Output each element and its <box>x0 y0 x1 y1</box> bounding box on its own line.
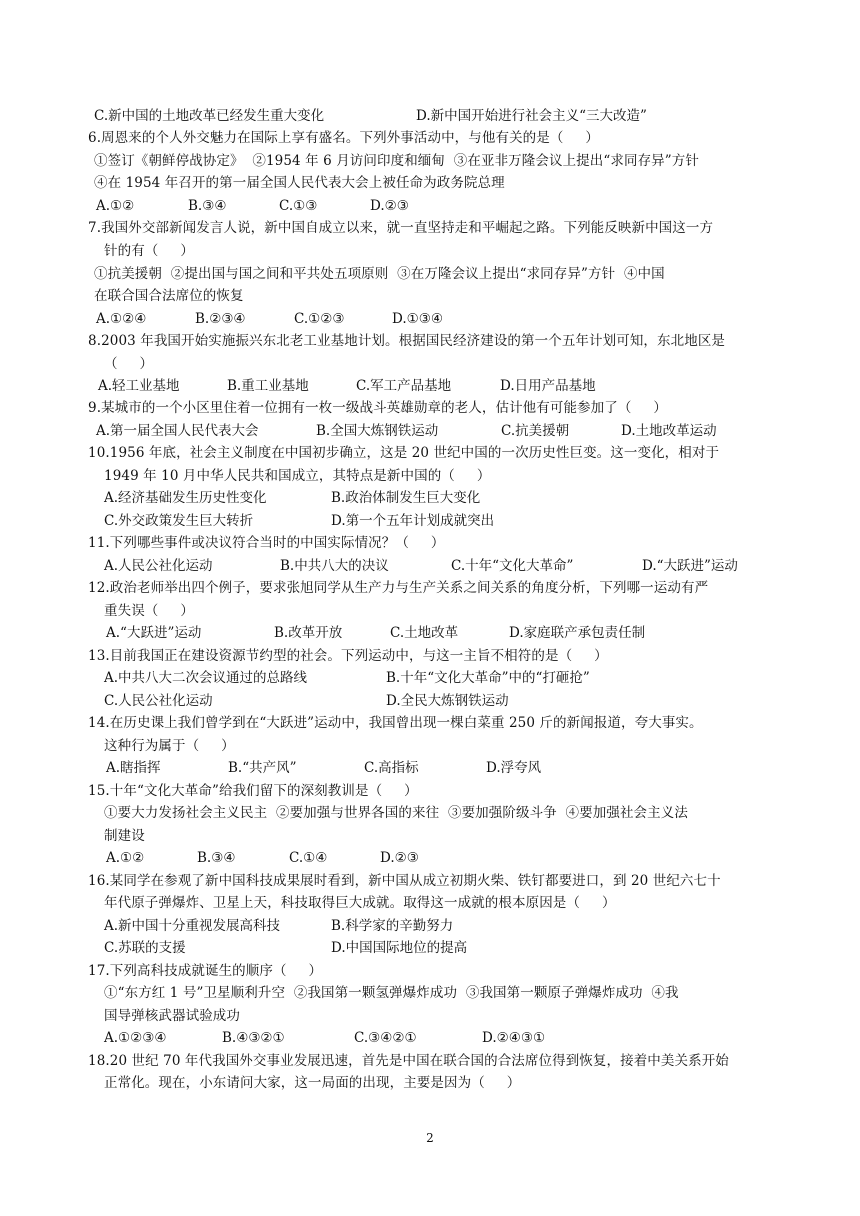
question-17-options <box>104 1028 704 1048</box>
option-b: B.重工业基地 <box>227 378 309 394</box>
option-d: D.中国国际地位的提高 <box>331 940 468 956</box>
option-c: C.①④ <box>289 850 328 866</box>
option-d: D.“大跃进”运动 <box>642 558 738 574</box>
question-7-items-cont: 在联合国合法席位的恢复 <box>94 288 244 304</box>
question-6: 6.周恩来的个人外交魅力在国际上享有盛名。下列外事活动中，与他有关的是（ ） <box>88 130 600 146</box>
question-11: 11.下列哪些事件或决议符合当时的中国实际情况？（ ） <box>88 535 445 551</box>
option-c: C.军工产品基地 <box>356 378 452 394</box>
question-17-items: ①“东方红 1 号”卫星顺利升空 ②我国第一颗氢弹爆炸成功 ③我国第一颗原子弹爆炸成功 ④我 <box>104 985 679 1001</box>
option-c: C.③④②① <box>354 1030 417 1046</box>
option-a: A.①②③④ <box>104 1030 167 1046</box>
question-17-items-cont: 国导弹核武器试验成功 <box>104 1008 240 1024</box>
option-d: D.全民大炼钢铁运动 <box>386 693 509 709</box>
option-row <box>94 106 794 126</box>
question-18: 18.20 世纪 70 年代我国外交事业发展迅速，首先是中国在联合国的合法席位得到恢复，接着中美关系开始 <box>88 1053 729 1069</box>
option-d: D.①③④ <box>392 311 443 327</box>
option-d: D.②③ <box>380 850 419 866</box>
question-16-cont: 年代原子弹爆炸、卫星上天，科技取得巨大成就。取得这一成就的根本原因是（ ） <box>104 895 616 911</box>
question-9: 9.某城市的一个小区里住着一位拥有一枚一级战斗英雄勋章的老人，估计他有可能参加了（ ） <box>88 400 668 416</box>
question-14-cont: 这种行为属于（ ） <box>104 738 235 754</box>
question-8-options <box>98 376 698 396</box>
option-c: C.①②③ <box>294 311 345 327</box>
option-d: D.浮夸风 <box>486 760 542 776</box>
option-b: B.政治体制发生巨大变化 <box>331 490 481 506</box>
option-a: A.经济基础发生历史性变化 <box>104 490 267 506</box>
option-a: A.①②④ <box>96 311 147 327</box>
question-12-options <box>106 623 806 643</box>
option-b: B.中共八大的决议 <box>280 558 389 574</box>
question-7-cont: 针的有（ ） <box>104 243 194 259</box>
page-number: 2 <box>426 1131 434 1145</box>
option-a: A.①② <box>106 850 145 866</box>
option-b: B.④③②① <box>222 1030 285 1046</box>
question-16-options-row2 <box>104 938 804 958</box>
option-b: B.改革开放 <box>274 625 343 641</box>
question-16: 16.某同学在参观了新中国科技成果展时看到，新中国从成立初期火柴、铁钉都要进口，到 20 世纪六七十 <box>88 873 721 889</box>
question-11-options <box>104 556 804 576</box>
question-17: 17.下列高科技成就诞生的顺序（ ） <box>88 963 323 979</box>
question-6-options <box>96 196 696 216</box>
option-d: D.新中国开始进行社会主义“三大改造” <box>416 108 647 124</box>
question-10-options-row1 <box>104 488 704 508</box>
question-15: 15.十年“文化大革命”给我们留下的深刻教训是（ ） <box>88 783 418 799</box>
question-8: 8.2003 年我国开始实施振兴东北老工业基地计划。根据国民经济建设的第一个五年计划可知，东北地区是 <box>88 333 726 349</box>
option-d: D.②④③① <box>482 1030 546 1046</box>
question-15-items: ①要大力发扬社会主义民主 ②要加强与世界各国的来往 ③要加强阶级斗争 ④要加强社会主义法 <box>104 805 688 821</box>
question-16-options-row1 <box>104 916 804 936</box>
question-15-items-cont: 制建设 <box>104 828 145 844</box>
option-c: C.①③ <box>279 198 318 214</box>
option-d: D.日用产品基地 <box>500 378 596 394</box>
question-10-options-row2 <box>104 511 704 531</box>
question-7-options <box>96 309 696 329</box>
question-12: 12.政治老师举出四个例子，要求张旭同学从生产力与生产关系之间关系的角度分析，下列哪一运动有严 <box>88 580 709 596</box>
question-12-cont: 重失误（ ） <box>104 603 194 619</box>
question-13-options-row2 <box>104 691 804 711</box>
question-10-cont: 1949 年 10 月中华人民共和国成立，其特点是新中国的（ ） <box>104 468 491 484</box>
option-a: A.轻工业基地 <box>98 378 180 394</box>
option-c: C.抗美援朝 <box>501 423 570 439</box>
option-c: C.外交政策发生巨大转折 <box>104 513 254 529</box>
option-c: C.十年“文化大革命” <box>451 558 574 574</box>
option-a: A.“大跃进”运动 <box>106 625 202 641</box>
option-c: C.人民公社化运动 <box>104 693 213 709</box>
option-b: B.③④ <box>197 850 236 866</box>
option-d: D.土地改革运动 <box>621 423 717 439</box>
question-10: 10.1956 年底，社会主义制度在中国初步确立，这是 20 世纪中国的一次历史性巨变。这一变化，相对于 <box>88 445 720 461</box>
option-a: A.瞎指挥 <box>106 760 161 776</box>
option-a: A.①② <box>96 198 135 214</box>
option-c: C.苏联的支援 <box>104 940 186 956</box>
option-c: C.新中国的土地改革已经发生重大变化 <box>94 108 325 124</box>
question-13-options-row1 <box>104 668 804 688</box>
question-9-options <box>96 421 796 441</box>
question-6-items: ①签订《朝鲜停战协定》 ②1954 年 6 月访问印度和缅甸 ③在亚非万隆会议上提出“求同存异”方针 <box>94 153 699 169</box>
question-14-options <box>106 758 806 778</box>
question-6-items-cont: ④在 1954 年召开的第一届全国人民代表大会上被任命为政务院总理 <box>94 175 505 191</box>
option-d: D.②③ <box>370 198 409 214</box>
question-14: 14.在历史课上我们曾学到在“大跃进”运动中，我国曾出现一棵白菜重 250 斤的新闻报道，夸大事实。 <box>88 715 703 731</box>
option-a: A.第一届全国人民代表大会 <box>96 423 259 439</box>
option-a: A.中共八大二次会议通过的总路线 <box>104 670 308 686</box>
question-7-items: ①抗美援朝 ②提出国与国之间和平共处五项原则 ③在万隆会议上提出“求同存异”方针 ④中国 <box>94 266 665 282</box>
option-b: B.十年“文化大革命”中的“打砸抢” <box>386 670 590 686</box>
question-13: 13.目前我国正在建设资源节约型的社会。下列运动中，与这一主旨不相符的是（ ） <box>88 648 608 664</box>
option-b: B.“共产风” <box>228 760 297 776</box>
question-15-options <box>106 848 706 868</box>
option-d: D.第一个五年计划成就突出 <box>331 513 495 529</box>
option-b: B.②③④ <box>195 311 246 327</box>
option-d: D.家庭联产承包责任制 <box>509 625 646 641</box>
question-8-cont: （ ） <box>104 356 154 372</box>
option-c: C.高指标 <box>364 760 419 776</box>
option-b: B.全国大炼钢铁运动 <box>316 423 439 439</box>
question-7: 7.我国外交部新闻发言人说，新中国自成立以来，就一直坚持走和平崛起之路。下列能反映新中国这一方 <box>88 220 714 236</box>
option-b: B.③④ <box>188 198 227 214</box>
option-c: C.土地改革 <box>390 625 459 641</box>
question-18-cont: 正常化。现在，小东请问大家，这一局面的出现，主要是因为（ ） <box>104 1075 521 1091</box>
option-a: A.人民公社化运动 <box>104 558 213 574</box>
option-a: A.新中国十分重视发展高科技 <box>104 918 281 934</box>
option-b: B.科学家的辛勤努力 <box>331 918 454 934</box>
